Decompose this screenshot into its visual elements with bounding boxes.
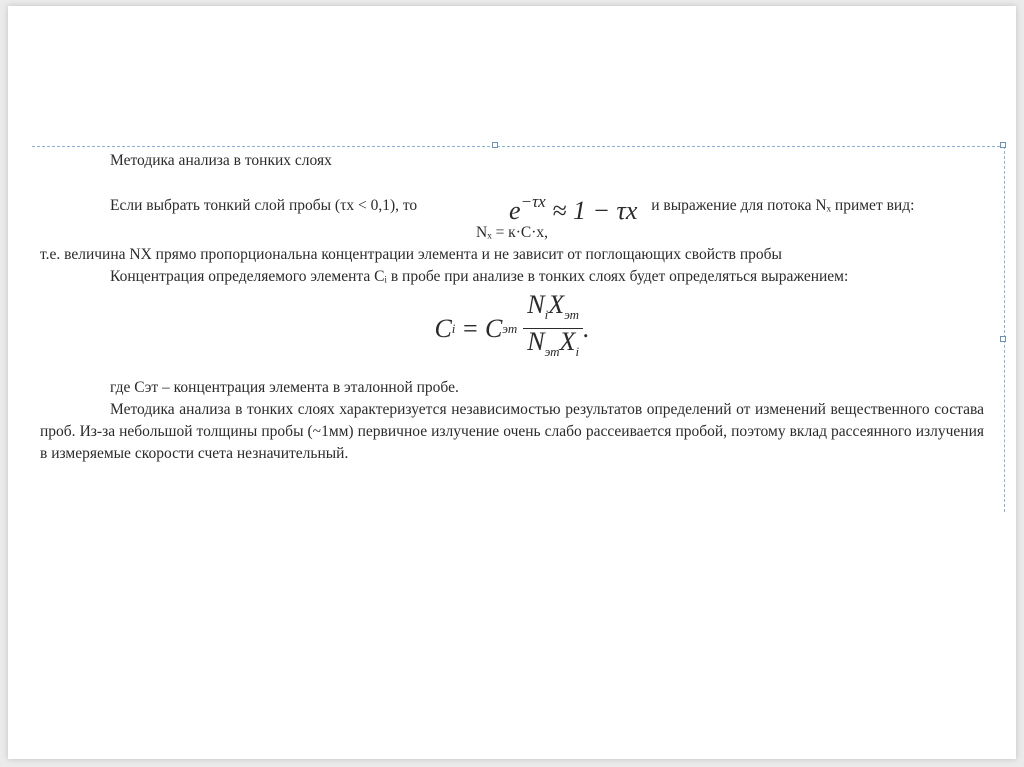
paragraph-thin-layer-condition: Если выбрать тонкий слой пробы (τx < 0,1), то $e^{-\tau x} \approx 1 - \tau x$ и выражение для потока Nₓ примет вид: — [110, 192, 915, 225]
fraction: $\frac{N_iX_{эт}}{N_{эт}X_i}$ — [523, 294, 583, 363]
slide — [8, 6, 1016, 759]
resize-handle-top[interactable] — [492, 142, 498, 148]
resize-handle-top-right[interactable] — [1000, 142, 1006, 148]
resize-handle-right[interactable] — [1000, 336, 1006, 342]
paragraph-reference-concentration: где Сэт – концентрация элемента в эталонной пробе. — [110, 379, 459, 396]
flux-formula: Nₓ = к·С·х, — [476, 224, 548, 241]
approximation-formula: $e^{-\tau x} \approx 1 - \tau x$ — [509, 192, 638, 225]
paragraph-proportionality: т.е. величина NX прямо пропорциональна концентрации элемента и не зависит от поглощающих свойств пробы — [40, 246, 782, 263]
concentration-formula: C i = C эт $\frac{N_iX_{эт}}{N_{эт}X_i}$ . — [40, 294, 984, 363]
paragraph-concentration: Концентрация определяемого элемента Сᵢ в пробе при анализе в тонких слоях будет определяться выражением: — [110, 268, 849, 285]
document-body — [40, 150, 984, 465]
section-title: Методика анализа в тонких слоях — [110, 152, 332, 169]
paragraph-method-description: Методика анализа в тонких слоях характеризуется независимостью результатов определений от изменений вещественного состава проб. Из-за небольшой толщины пробы (~1мм) первичное излучение очень слабо рассеивается пробой, поэтому вклад рассеянного излучения в измеряемые скорости счета незначительный. — [40, 401, 984, 462]
